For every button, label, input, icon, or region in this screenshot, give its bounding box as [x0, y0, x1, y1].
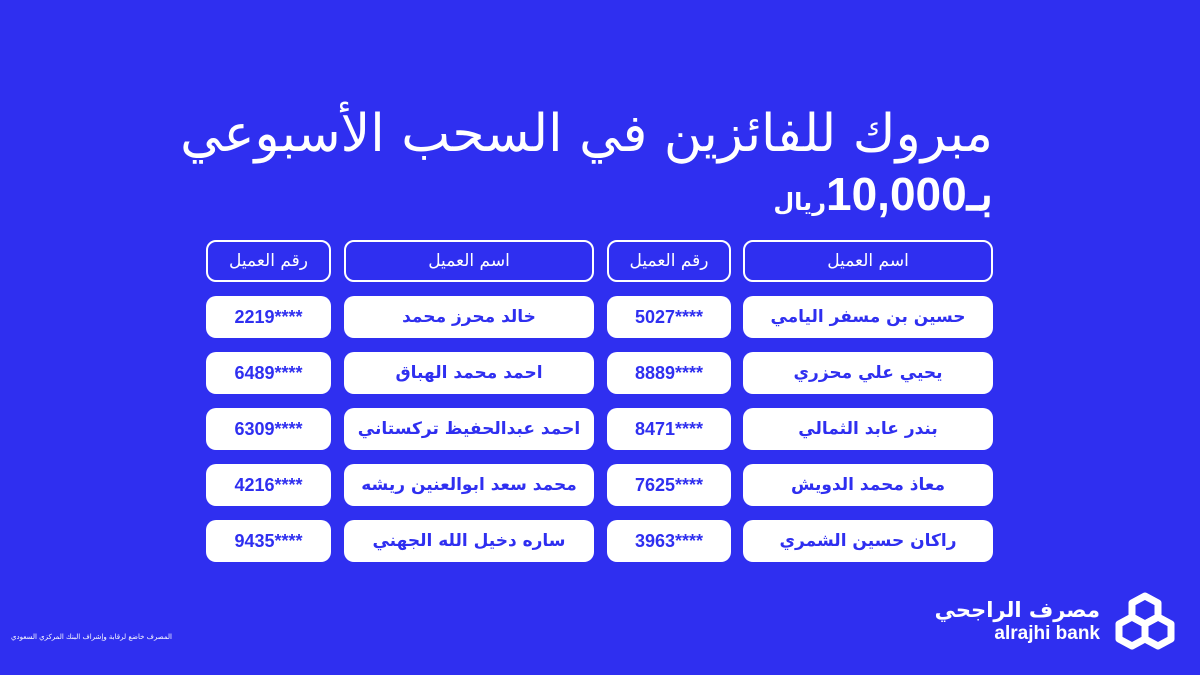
right-row-4-id: 7625**** — [607, 464, 731, 506]
alrajhi-logo-icon — [1110, 590, 1180, 660]
right-row-2-name: يحيي علي محزري — [743, 352, 993, 394]
bank-name-english: alrajhi bank — [994, 623, 1100, 644]
page-title: مبروك للفائزين في السحب الأسبوعي — [180, 104, 993, 164]
right-row-3-name: بندر عابد الثمالي — [743, 408, 993, 450]
left-id-header: رقم العميل — [206, 240, 331, 282]
left-row-4-id: 4216**** — [206, 464, 331, 506]
left-row-4-name: محمد سعد ابوالعنين ريشه — [344, 464, 594, 506]
left-row-2-id: 6489**** — [206, 352, 331, 394]
left-row-1-id: 2219**** — [206, 296, 331, 338]
right-id-header: رقم العميل — [607, 240, 731, 282]
left-row-5-id: 9435**** — [206, 520, 331, 562]
right-row-3-id: 8471**** — [607, 408, 731, 450]
right-row-2-id: 8889**** — [607, 352, 731, 394]
left-row-3-name: احمد عبدالحفيظ تركستاني — [344, 408, 594, 450]
right-row-4-name: معاذ محمد الدويش — [743, 464, 993, 506]
prize-amount — [600, 168, 993, 227]
right-row-1-name: حسين بن مسفر اليامي — [743, 296, 993, 338]
prize-number: 10,000 — [826, 168, 967, 220]
left-row-5-name: ساره دخيل الله الجهني — [344, 520, 594, 562]
right-row-5-id: 3963**** — [607, 520, 731, 562]
bank-name-arabic: مصرف الراجحي — [934, 598, 1100, 622]
right-row-1-id: 5027**** — [607, 296, 731, 338]
prize-prefix: بـ — [966, 168, 993, 220]
left-row-2-name: احمد محمد الهباق — [344, 352, 594, 394]
right-row-5-name: راكان حسين الشمري — [743, 520, 993, 562]
regulatory-note: المصرف خاضع لرقابة وإشراف البنك المركزي السعودي — [11, 633, 172, 641]
left-row-3-id: 6309**** — [206, 408, 331, 450]
left-name-header: اسم العميل — [344, 240, 594, 282]
right-name-header: اسم العميل — [743, 240, 993, 282]
prize-currency: ريال — [773, 188, 827, 216]
left-row-1-name: خالد محرز محمد — [344, 296, 594, 338]
